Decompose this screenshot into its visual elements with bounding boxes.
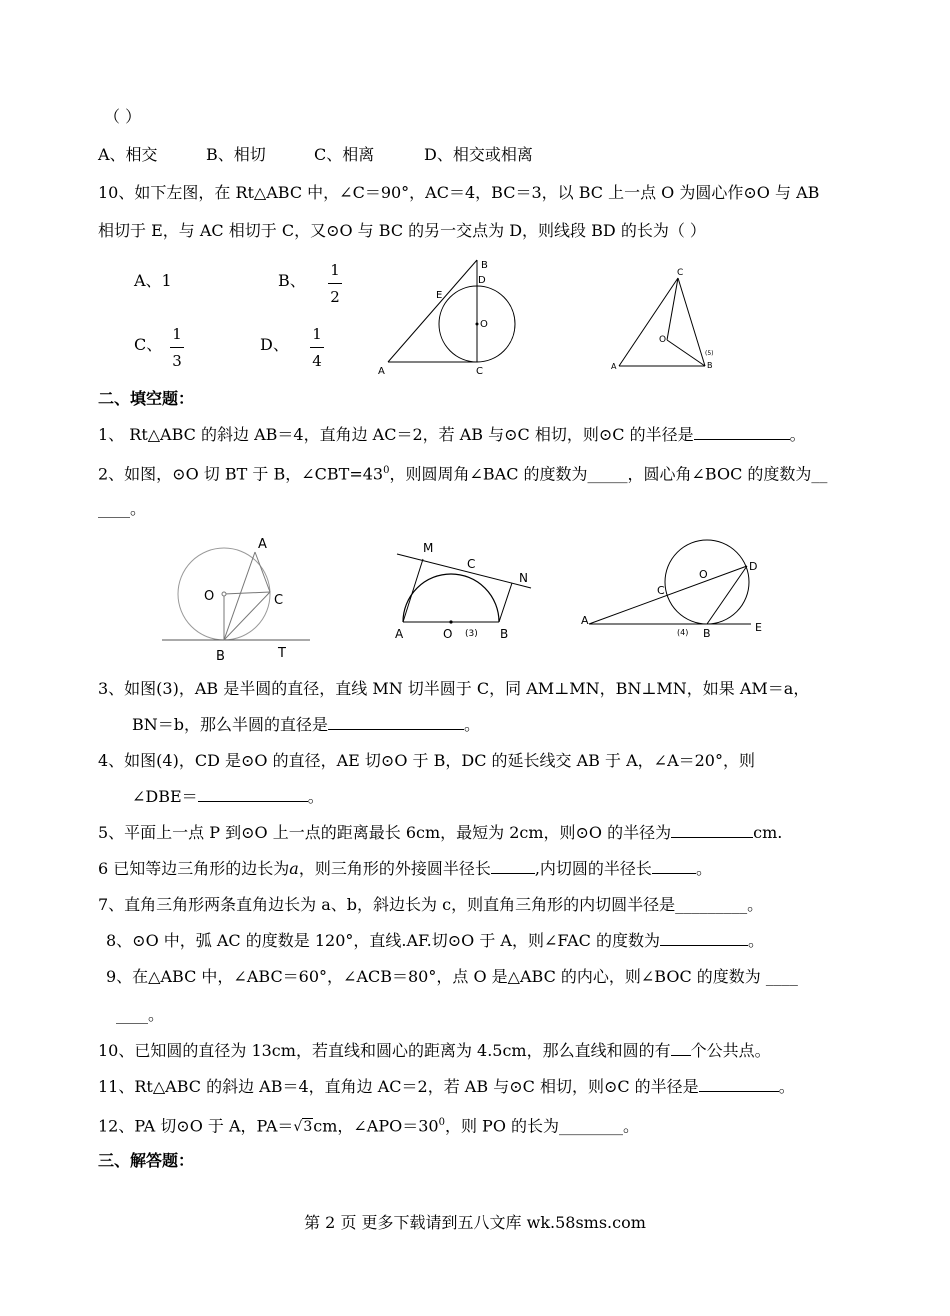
- option-c: C、相离: [314, 145, 375, 164]
- q10-line2: 相切于 E，与 AC 相切于 C，又⊙O 与 BC 的另一交点为 D，则线段 BD 的长为（ ）: [98, 221, 706, 240]
- frac-bar: [328, 283, 342, 284]
- segment-bd: [707, 566, 747, 624]
- label-b: B: [707, 361, 713, 370]
- segment-co: [667, 278, 678, 340]
- answer-blank: [671, 823, 753, 838]
- fill-q5-end: cm.: [753, 823, 783, 842]
- page-footer: 第 2 页 更多下载请到五八文库 wk.58sms.com: [304, 1213, 646, 1232]
- fill-q2-line2: ____。: [98, 499, 147, 518]
- sqrt-three: √3: [293, 1119, 313, 1136]
- var-a: a: [289, 859, 299, 878]
- answer-paren: （ ）: [104, 107, 142, 126]
- label-a: A: [378, 366, 385, 377]
- answer-blank: [671, 1041, 691, 1056]
- figure-circle-tangent-ae: [575, 536, 775, 644]
- fill-q12-text: 12、PA 切⊙O 于 A，PA＝: [98, 1116, 294, 1136]
- center-o: [222, 592, 226, 596]
- fill-q12-end: ，则 PO 的长为________。: [444, 1116, 640, 1136]
- label-c: C: [677, 268, 684, 278]
- figure-q10-left: [370, 252, 530, 382]
- answer-blank-2: [652, 859, 696, 874]
- label-c: C: [476, 366, 483, 377]
- figure-q10-right: [605, 262, 725, 374]
- label-b: B: [500, 627, 509, 641]
- label-a: A: [258, 537, 267, 552]
- option-d: D、相交或相离: [424, 145, 533, 164]
- label-four: (4): [677, 628, 689, 637]
- label-three: (3): [465, 629, 478, 639]
- fraction-one-half: [328, 260, 342, 307]
- fill-q1-end: 。: [789, 425, 806, 444]
- answer-blank: [694, 425, 790, 440]
- fill-q11: [98, 1076, 950, 1098]
- fill-q3-end: 。: [464, 715, 481, 734]
- label-o: O: [443, 627, 453, 641]
- fill-q10: [98, 1040, 950, 1062]
- fill-q6-mid: ，则三角形的外接圆半径长: [298, 859, 491, 878]
- answer-blank: [328, 715, 464, 730]
- center-o: [449, 620, 452, 623]
- q10-option-a: A、1: [134, 271, 172, 290]
- line-ad: [589, 566, 747, 624]
- frac-den: 4: [312, 352, 322, 370]
- center-o: [476, 323, 479, 326]
- fill-q2-text: 2、如图，⊙O 切 BT 于 B，∠CBT=43: [98, 464, 384, 484]
- label-e: E: [755, 621, 762, 634]
- q10-option-b: B、: [278, 271, 306, 290]
- option-b: B、相切: [206, 145, 266, 164]
- label-a: A: [581, 614, 589, 627]
- answer-blank: [660, 931, 748, 946]
- fill-q7: 7、直角三角形两条直角边长为 a、b，斜边长为 c，则直角三角形的内切圆半径是_________。: [98, 895, 764, 914]
- segment-am: [403, 559, 423, 622]
- label-t: T: [278, 646, 286, 661]
- segment-ob: [667, 340, 705, 366]
- frac-den: 3: [172, 352, 182, 370]
- section-3-title: 三、解答题：: [98, 1151, 195, 1170]
- q10-option-d: D、: [260, 335, 289, 354]
- label-d: D: [749, 560, 758, 573]
- segment-bn: [499, 583, 512, 622]
- segment-oc: [224, 592, 270, 594]
- label-c: C: [274, 593, 284, 608]
- segment-ab: [388, 260, 477, 362]
- fill-q3-line2: [132, 714, 950, 736]
- fill-q3-text: BN＝b，那么半圆的直径是: [132, 715, 329, 734]
- degree-mark: 0: [383, 465, 390, 476]
- fill-q6-text: 6 已知等边三角形的边长为: [98, 859, 290, 878]
- segment-bc: [224, 592, 270, 640]
- fill-q6-mid2: ,内切圆的半径长: [534, 859, 652, 878]
- frac-den: 2: [330, 288, 340, 306]
- fill-q9-line2: ____。: [116, 1005, 165, 1024]
- segment-ba: [224, 552, 255, 640]
- degree-mark: 0: [438, 1117, 445, 1128]
- fill-q8-text: 8、⊙O 中，弧 AC 的度数是 120°，直线.AF.切⊙O 于 A，则∠FAC 的度数为: [106, 931, 660, 950]
- frac-bar: [310, 347, 324, 348]
- label-o: O: [480, 319, 488, 330]
- segment-cb: [678, 278, 705, 366]
- fill-q4-line1: 4、如图(4)，CD 是⊙O 的直径，AE 切⊙O 于 B，DC 的延长线交 AB 于 A，∠A＝20°，则: [98, 751, 755, 770]
- frac-num: 1: [330, 261, 340, 279]
- fraction-one-third: [170, 324, 184, 371]
- figure-semicircle-mn: [385, 536, 545, 644]
- label-c: C: [657, 584, 665, 597]
- fill-q4-line2: [132, 786, 950, 808]
- label-b: B: [481, 260, 488, 271]
- frac-bar: [170, 347, 184, 348]
- fraction-one-quarter: [310, 324, 324, 371]
- fill-q2: [98, 460, 950, 485]
- tangent-mn: [397, 554, 531, 588]
- radicand: 3: [303, 1119, 313, 1136]
- fill-q1-text: 1、 Rt△ABC 的斜边 AB＝4，直角边 AC＝2，若 AB 与⊙C 相切，则⊙C 的半径是: [98, 425, 694, 444]
- fill-q2-mid: ，则圆周角∠BAC 的度数为_____，圆心角∠BOC 的度数为__: [389, 464, 828, 484]
- label-o: O: [659, 335, 667, 345]
- figure-circle-tangent-bt: [160, 532, 320, 664]
- fill-q8: [106, 930, 950, 952]
- segment-ac: [619, 278, 678, 366]
- fill-q3-line1: 3、如图(3)，AB 是半圆的直径，直线 MN 切半圆于 C，同 AM⊥MN，BN⊥MN，如果 AM＝a，: [98, 679, 810, 698]
- fill-q4-end: 。: [307, 787, 324, 806]
- answer-blank: [198, 787, 308, 802]
- fill-q10-end: 个公共点。: [690, 1041, 771, 1060]
- label-a: A: [611, 362, 617, 371]
- frac-num: 1: [312, 325, 322, 343]
- label-c: C: [467, 557, 476, 571]
- fill-q11-end: 。: [778, 1077, 795, 1096]
- label-e: E: [436, 290, 443, 301]
- fill-q6-end: 。: [695, 859, 712, 878]
- answer-blank-1: [491, 859, 535, 874]
- fill-q11-text: 11、Rt△ABC 的斜边 AB＝4，直角边 AC＝2，若 AB 与⊙C 相切，则⊙C 的半径是: [98, 1077, 699, 1096]
- label-n: N: [519, 571, 528, 585]
- fill-q12: [98, 1112, 950, 1138]
- fill-q6: [98, 858, 950, 880]
- fill-q5-text: 5、平面上一点 P 到⊙O 上一点的距离最长 6cm，最短为 2cm，则⊙O 的半径为: [98, 823, 672, 842]
- fill-q8-end: 。: [747, 931, 764, 950]
- label-m: M: [423, 541, 434, 555]
- fill-q9-line1: 9、在△ABC 中，∠ABC＝60°，∠ACB＝80°，点 O 是△ABC 的内心，则∠BOC 的度数为 ____: [106, 967, 798, 986]
- label-o: O: [699, 568, 708, 581]
- segment-ac: [255, 552, 270, 592]
- option-a: A、相交: [98, 145, 158, 164]
- frac-num: 1: [172, 325, 182, 343]
- label-a: A: [395, 627, 404, 641]
- fill-q5: [98, 822, 950, 844]
- fill-q4-text: ∠DBE＝: [132, 787, 198, 806]
- semicircle: [403, 574, 499, 622]
- label-b: B: [216, 649, 225, 664]
- label-d: D: [478, 275, 486, 286]
- fill-q12-mid: cm，∠APO＝30: [313, 1116, 439, 1136]
- q10-line1: 10、如下左图，在 Rt△ABC 中，∠C＝90°，AC＝4，BC＝3，以 BC 上一点 O 为圆心作⊙O 与 AB: [98, 183, 820, 202]
- fill-q1: [98, 424, 950, 446]
- label-b: B: [703, 627, 711, 640]
- label-five: (5): [705, 350, 714, 357]
- fill-q10-text: 10、已知圆的直径为 13cm，若直线和圆心的距离为 4.5cm，那么直线和圆的有: [98, 1041, 671, 1060]
- answer-blank: [699, 1077, 779, 1092]
- label-o: O: [204, 589, 215, 604]
- section-2-title: 二、填空题：: [98, 389, 195, 408]
- q10-option-c: C、: [134, 335, 163, 354]
